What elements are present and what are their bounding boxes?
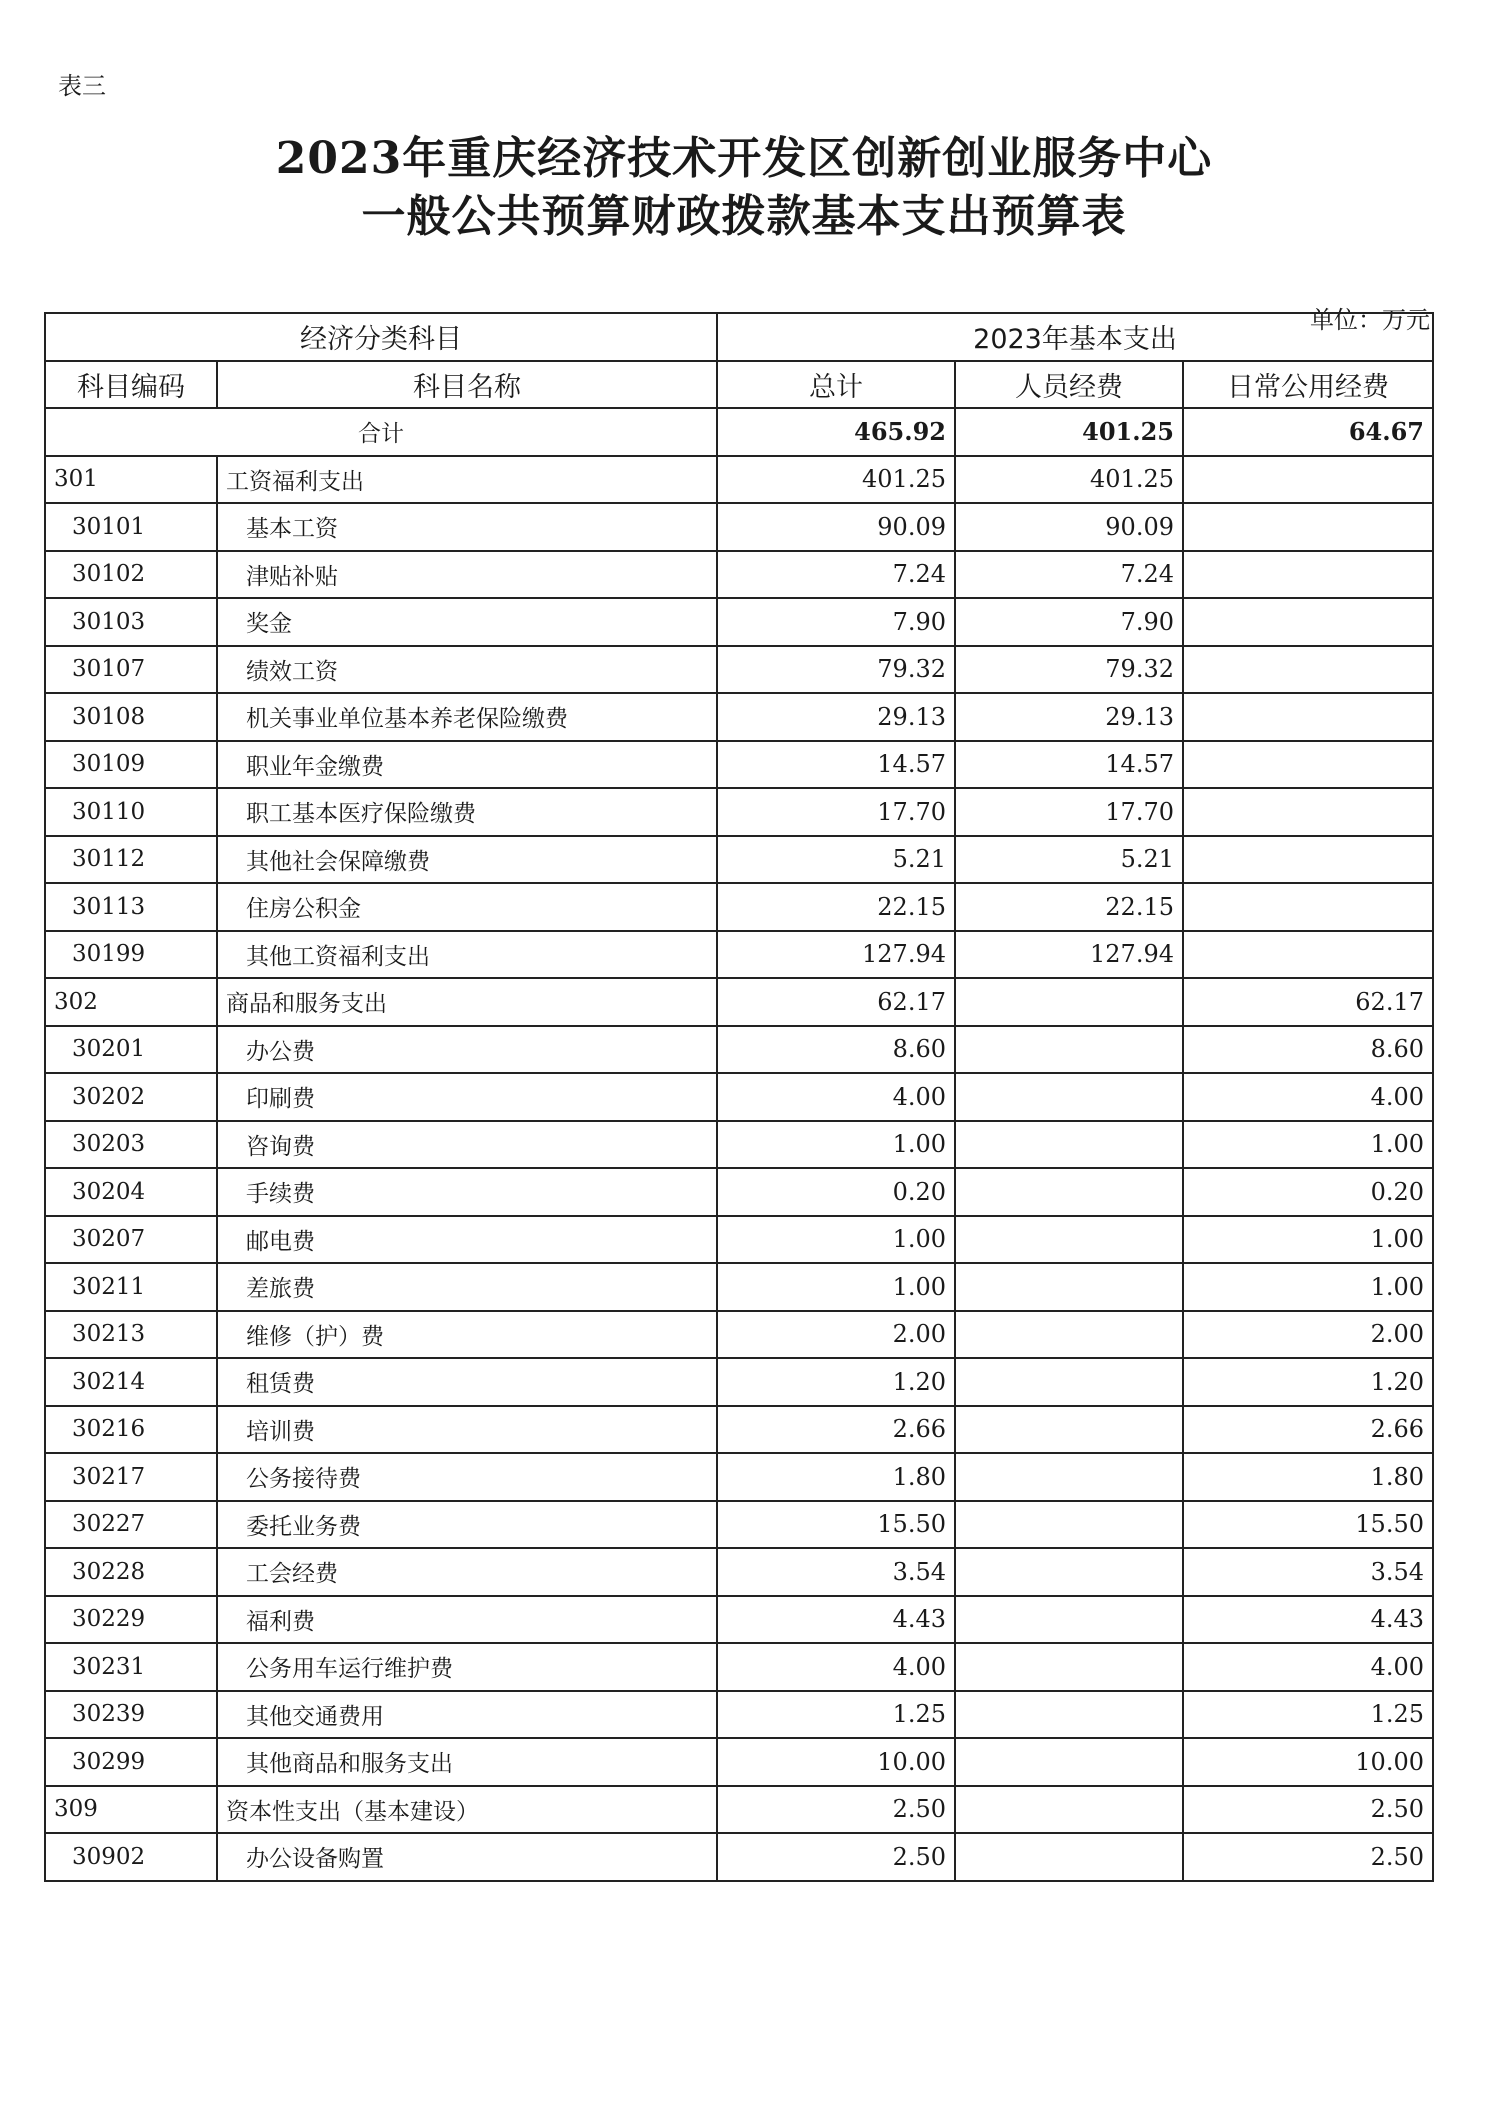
row-name: 其他商品和服务支出	[217, 1738, 717, 1786]
row-name: 职工基本医疗保险缴费	[217, 788, 717, 836]
row-code: 30107	[45, 646, 217, 694]
header-public: 日常公用经费	[1183, 361, 1433, 409]
table-row	[45, 1691, 1433, 1739]
table-row	[45, 1501, 1433, 1549]
table-row	[45, 836, 1433, 884]
row-total: 79.32	[717, 646, 955, 694]
row-code: 30199	[45, 931, 217, 979]
row-name: 公务接待费	[217, 1453, 717, 1501]
row-code: 30214	[45, 1358, 217, 1406]
row-personnel	[955, 1833, 1183, 1881]
table-body	[45, 408, 1433, 1881]
table-row	[45, 646, 1433, 694]
row-code: 30112	[45, 836, 217, 884]
row-total: 1.80	[717, 1453, 955, 1501]
row-public: 1.00	[1183, 1121, 1433, 1169]
total-label: 合计	[45, 408, 717, 456]
table-row	[45, 598, 1433, 646]
table-row	[45, 1216, 1433, 1264]
row-public	[1183, 883, 1433, 931]
row-name: 邮电费	[217, 1216, 717, 1264]
table-row	[45, 503, 1433, 551]
row-code: 30102	[45, 551, 217, 599]
row-code: 30228	[45, 1548, 217, 1596]
row-personnel	[955, 1358, 1183, 1406]
row-personnel	[955, 1121, 1183, 1169]
row-total: 2.00	[717, 1311, 955, 1359]
table-row	[45, 551, 1433, 599]
row-personnel: 7.24	[955, 551, 1183, 599]
row-public	[1183, 456, 1433, 504]
row-code: 30103	[45, 598, 217, 646]
row-total: 1.00	[717, 1263, 955, 1311]
row-name: 其他工资福利支出	[217, 931, 717, 979]
table-row	[45, 883, 1433, 931]
table-row	[45, 1358, 1433, 1406]
row-name: 公务用车运行维护费	[217, 1643, 717, 1691]
row-personnel	[955, 1596, 1183, 1644]
table-row	[45, 788, 1433, 836]
row-name: 印刷费	[217, 1073, 717, 1121]
row-public: 3.54	[1183, 1548, 1433, 1596]
row-code: 30108	[45, 693, 217, 741]
row-personnel	[955, 1026, 1183, 1074]
row-personnel: 17.70	[955, 788, 1183, 836]
table-row	[45, 978, 1433, 1026]
row-personnel	[955, 1406, 1183, 1454]
header-basic-2023: 2023年基本支出	[717, 313, 1433, 361]
row-public: 1.25	[1183, 1691, 1433, 1739]
row-public	[1183, 931, 1433, 979]
row-public: 15.50	[1183, 1501, 1433, 1549]
table-row	[45, 1548, 1433, 1596]
row-personnel: 14.57	[955, 741, 1183, 789]
header-total: 总计	[717, 361, 955, 409]
row-total: 4.43	[717, 1596, 955, 1644]
row-code: 301	[45, 456, 217, 504]
row-personnel	[955, 1738, 1183, 1786]
row-personnel	[955, 1453, 1183, 1501]
header-name: 科目名称	[217, 361, 717, 409]
row-total: 14.57	[717, 741, 955, 789]
row-total: 401.25	[717, 456, 955, 504]
row-name: 咨询费	[217, 1121, 717, 1169]
row-personnel	[955, 1263, 1183, 1311]
row-personnel	[955, 1643, 1183, 1691]
row-code: 30227	[45, 1501, 217, 1549]
row-public	[1183, 598, 1433, 646]
row-name: 绩效工资	[217, 646, 717, 694]
row-personnel: 401.25	[955, 456, 1183, 504]
row-personnel	[955, 1548, 1183, 1596]
row-name: 工会经费	[217, 1548, 717, 1596]
table-row	[45, 1786, 1433, 1834]
row-name: 奖金	[217, 598, 717, 646]
row-code: 30229	[45, 1596, 217, 1644]
row-total: 2.50	[717, 1786, 955, 1834]
row-name: 差旅费	[217, 1263, 717, 1311]
table-row	[45, 1643, 1433, 1691]
row-public: 4.43	[1183, 1596, 1433, 1644]
unit-label: 单位：万元	[1310, 306, 1430, 334]
row-name: 委托业务费	[217, 1501, 717, 1549]
row-code: 30231	[45, 1643, 217, 1691]
row-personnel	[955, 1216, 1183, 1264]
table-row	[45, 1833, 1433, 1881]
row-code: 30299	[45, 1738, 217, 1786]
row-name: 维修（护）费	[217, 1311, 717, 1359]
table-row	[45, 741, 1433, 789]
row-code: 30113	[45, 883, 217, 931]
row-code: 30902	[45, 1833, 217, 1881]
row-code: 30110	[45, 788, 217, 836]
row-code: 30203	[45, 1121, 217, 1169]
row-public	[1183, 646, 1433, 694]
table-row	[45, 1738, 1433, 1786]
row-public: 2.50	[1183, 1833, 1433, 1881]
row-total: 4.00	[717, 1073, 955, 1121]
row-name: 其他交通费用	[217, 1691, 717, 1739]
row-code: 30207	[45, 1216, 217, 1264]
row-public	[1183, 693, 1433, 741]
table-row	[45, 1168, 1433, 1216]
row-public	[1183, 551, 1433, 599]
row-code: 30217	[45, 1453, 217, 1501]
row-code: 30216	[45, 1406, 217, 1454]
row-personnel: 127.94	[955, 931, 1183, 979]
row-public: 1.80	[1183, 1453, 1433, 1501]
row-public	[1183, 503, 1433, 551]
row-total: 8.60	[717, 1026, 955, 1074]
table-row	[45, 1073, 1433, 1121]
total-personnel: 401.25	[955, 408, 1183, 456]
table-row	[45, 1453, 1433, 1501]
row-total: 1.00	[717, 1121, 955, 1169]
page-label: 表三	[58, 72, 106, 100]
table-row	[45, 693, 1433, 741]
row-name: 津贴补贴	[217, 551, 717, 599]
row-name: 商品和服务支出	[217, 978, 717, 1026]
title-line-2: 一般公共预算财政拨款基本支出预算表	[361, 191, 1127, 242]
row-total: 22.15	[717, 883, 955, 931]
row-name: 租赁费	[217, 1358, 717, 1406]
header-personnel: 人员经费	[955, 361, 1183, 409]
table-row	[45, 1596, 1433, 1644]
header-row-2	[45, 361, 1433, 409]
row-total: 62.17	[717, 978, 955, 1026]
row-total: 17.70	[717, 788, 955, 836]
row-total: 29.13	[717, 693, 955, 741]
header-row-1	[45, 313, 1433, 361]
row-personnel	[955, 1786, 1183, 1834]
row-public: 4.00	[1183, 1643, 1433, 1691]
row-name: 培训费	[217, 1406, 717, 1454]
table-row	[45, 1263, 1433, 1311]
row-total: 2.50	[717, 1833, 955, 1881]
row-total: 1.25	[717, 1691, 955, 1739]
row-name: 手续费	[217, 1168, 717, 1216]
row-total: 10.00	[717, 1738, 955, 1786]
row-personnel: 7.90	[955, 598, 1183, 646]
row-public: 1.00	[1183, 1263, 1433, 1311]
row-public: 10.00	[1183, 1738, 1433, 1786]
row-code: 30101	[45, 503, 217, 551]
row-public: 4.00	[1183, 1073, 1433, 1121]
row-total: 2.66	[717, 1406, 955, 1454]
budget-table	[44, 312, 1434, 1882]
row-name: 住房公积金	[217, 883, 717, 931]
row-public: 1.20	[1183, 1358, 1433, 1406]
row-name: 机关事业单位基本养老保险缴费	[217, 693, 717, 741]
row-name: 基本工资	[217, 503, 717, 551]
row-code: 302	[45, 978, 217, 1026]
table-row	[45, 931, 1433, 979]
table-row	[45, 1311, 1433, 1359]
row-code: 30211	[45, 1263, 217, 1311]
row-personnel	[955, 1691, 1183, 1739]
row-total: 7.24	[717, 551, 955, 599]
row-name: 办公设备购置	[217, 1833, 717, 1881]
row-code: 30202	[45, 1073, 217, 1121]
row-public: 0.20	[1183, 1168, 1433, 1216]
row-code: 30201	[45, 1026, 217, 1074]
row-personnel: 29.13	[955, 693, 1183, 741]
row-personnel	[955, 1073, 1183, 1121]
row-personnel	[955, 978, 1183, 1026]
row-name: 其他社会保障缴费	[217, 836, 717, 884]
row-total: 5.21	[717, 836, 955, 884]
row-code: 30213	[45, 1311, 217, 1359]
row-public	[1183, 788, 1433, 836]
row-personnel	[955, 1168, 1183, 1216]
row-total: 7.90	[717, 598, 955, 646]
row-total: 3.54	[717, 1548, 955, 1596]
row-public: 2.66	[1183, 1406, 1433, 1454]
title-line-1: 2023年重庆经济技术开发区创新创业服务中心	[275, 133, 1213, 184]
row-personnel	[955, 1311, 1183, 1359]
table-row	[45, 1121, 1433, 1169]
row-code: 30239	[45, 1691, 217, 1739]
row-personnel: 79.32	[955, 646, 1183, 694]
row-personnel: 22.15	[955, 883, 1183, 931]
row-personnel: 5.21	[955, 836, 1183, 884]
row-total: 1.20	[717, 1358, 955, 1406]
row-name: 职业年金缴费	[217, 741, 717, 789]
row-code: 30109	[45, 741, 217, 789]
row-code: 30204	[45, 1168, 217, 1216]
row-public: 8.60	[1183, 1026, 1433, 1074]
row-public: 1.00	[1183, 1216, 1433, 1264]
row-public: 2.50	[1183, 1786, 1433, 1834]
row-name: 办公费	[217, 1026, 717, 1074]
total-row	[45, 408, 1433, 456]
row-name: 福利费	[217, 1596, 717, 1644]
table-row	[45, 1406, 1433, 1454]
total-sum: 465.92	[717, 408, 955, 456]
total-public: 64.67	[1183, 408, 1433, 456]
row-total: 4.00	[717, 1643, 955, 1691]
row-public: 62.17	[1183, 978, 1433, 1026]
table-row	[45, 1026, 1433, 1074]
row-name: 资本性支出（基本建设）	[217, 1786, 717, 1834]
header-code: 科目编码	[45, 361, 217, 409]
row-total: 1.00	[717, 1216, 955, 1264]
row-personnel	[955, 1501, 1183, 1549]
header-econ-class: 经济分类科目	[45, 313, 717, 361]
row-public	[1183, 741, 1433, 789]
row-public: 2.00	[1183, 1311, 1433, 1359]
row-name: 工资福利支出	[217, 456, 717, 504]
table-row	[45, 456, 1433, 504]
row-code: 309	[45, 1786, 217, 1834]
row-total: 15.50	[717, 1501, 955, 1549]
row-public	[1183, 836, 1433, 884]
row-total: 0.20	[717, 1168, 955, 1216]
row-personnel: 90.09	[955, 503, 1183, 551]
row-total: 127.94	[717, 931, 955, 979]
row-total: 90.09	[717, 503, 955, 551]
